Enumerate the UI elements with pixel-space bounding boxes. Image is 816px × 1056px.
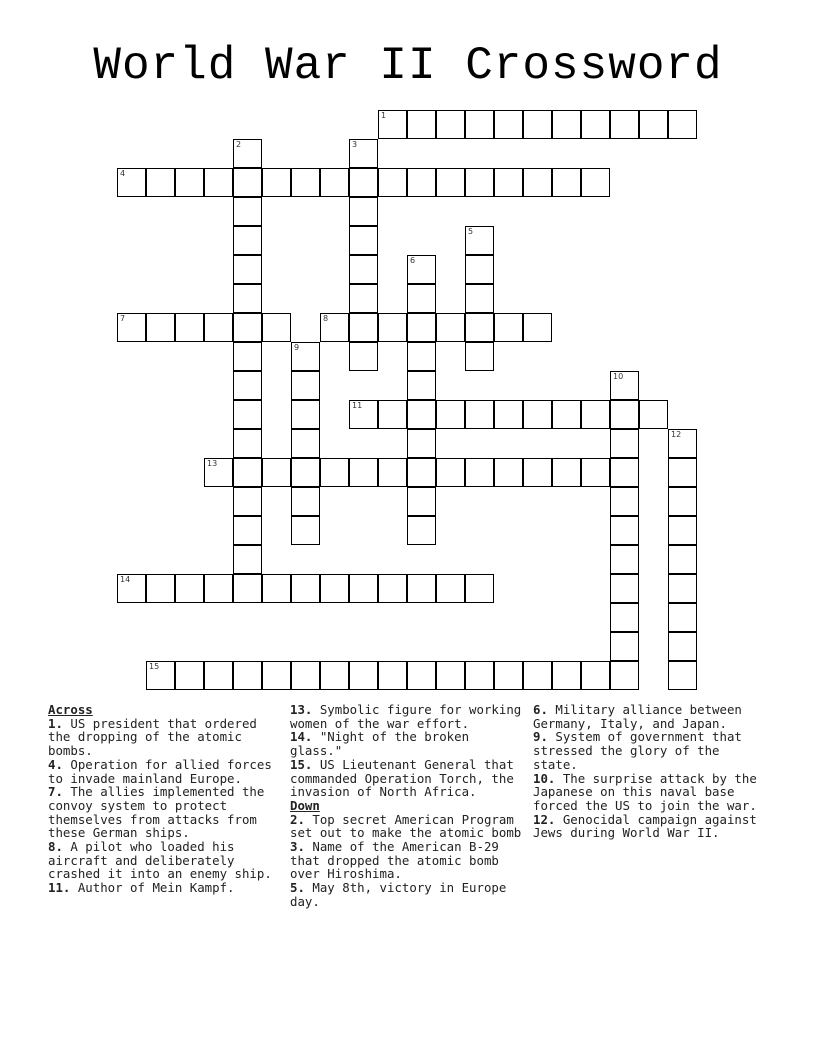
crossword-cell[interactable] [436, 313, 465, 342]
crossword-cell[interactable] [581, 458, 610, 487]
crossword-cell[interactable] [610, 429, 639, 458]
crossword-cell[interactable] [320, 574, 349, 603]
crossword-cell[interactable] [378, 313, 407, 342]
crossword-cell[interactable] [407, 110, 436, 139]
crossword-cell[interactable] [407, 284, 436, 313]
clue-number: 2 [236, 140, 242, 149]
crossword-cell[interactable] [349, 400, 378, 429]
crossword-cell[interactable] [436, 661, 465, 690]
crossword-cell[interactable] [378, 661, 407, 690]
down-heading: Down [290, 797, 320, 813]
crossword-cell[interactable] [117, 313, 146, 342]
crossword-cell[interactable] [610, 661, 639, 690]
crossword-cell[interactable] [262, 574, 291, 603]
crossword-cell[interactable] [349, 661, 378, 690]
crossword-cell[interactable] [378, 110, 407, 139]
clue-down-9: 9. System of government that stressed the glory of the state. [533, 729, 742, 772]
clues-column-1 [48, 703, 284, 895]
crossword-cell[interactable] [407, 168, 436, 197]
crossword-cell[interactable] [610, 458, 639, 487]
clue-number: 5 [468, 227, 474, 236]
crossword-cell[interactable] [291, 400, 320, 429]
crossword-cell[interactable] [407, 661, 436, 690]
crossword-cell[interactable] [349, 197, 378, 226]
crossword-cell[interactable] [349, 168, 378, 197]
crossword-cell[interactable] [233, 313, 262, 342]
crossword-cell[interactable] [233, 574, 262, 603]
crossword-cell[interactable] [407, 574, 436, 603]
crossword-cell[interactable] [233, 516, 262, 545]
crossword-cell[interactable] [639, 400, 668, 429]
crossword-cell[interactable] [552, 661, 581, 690]
crossword-cell[interactable] [262, 168, 291, 197]
crossword-cell[interactable] [465, 255, 494, 284]
crossword-cell[interactable] [494, 313, 523, 342]
crossword-cell[interactable] [436, 574, 465, 603]
crossword-cell[interactable] [233, 487, 262, 516]
crossword-cell[interactable] [378, 168, 407, 197]
crossword-cell[interactable] [291, 371, 320, 400]
crossword-cell[interactable] [581, 168, 610, 197]
crossword-cell[interactable] [233, 197, 262, 226]
crossword-cell[interactable] [349, 342, 378, 371]
crossword-cell[interactable] [378, 400, 407, 429]
clue-down-2: 2. Top secret American Program set out to make the atomic bomb [290, 811, 522, 841]
crossword-cell[interactable] [668, 545, 697, 574]
clue-number: 10 [613, 372, 624, 381]
clue-number: 12 [671, 430, 682, 439]
crossword-cell[interactable] [204, 168, 233, 197]
crossword-cell[interactable] [407, 487, 436, 516]
crossword-cell[interactable] [465, 168, 494, 197]
crossword-cell[interactable] [523, 168, 552, 197]
crossword-cell[interactable] [407, 400, 436, 429]
crossword-cell[interactable] [407, 342, 436, 371]
crossword-cell[interactable] [523, 661, 552, 690]
crossword-cell[interactable] [349, 574, 378, 603]
crossword-cell[interactable] [610, 516, 639, 545]
crossword-cell[interactable] [610, 574, 639, 603]
crossword-cell[interactable] [581, 110, 610, 139]
clue-number: 11 [352, 401, 363, 410]
crossword-cell[interactable] [233, 400, 262, 429]
crossword-cell[interactable] [349, 139, 378, 168]
crossword-cell[interactable] [407, 516, 436, 545]
crossword-cell[interactable] [668, 516, 697, 545]
crossword-cell[interactable] [146, 574, 175, 603]
crossword-cell[interactable] [610, 110, 639, 139]
crossword-cell[interactable] [291, 574, 320, 603]
clue-across-8: 8. A pilot who loaded his aircraft and deliberately crashed it into an enemy ship. [48, 839, 272, 882]
crossword-cell[interactable] [233, 226, 262, 255]
crossword-cell[interactable] [291, 458, 320, 487]
crossword-cell[interactable] [610, 603, 639, 632]
crossword-cell[interactable] [465, 400, 494, 429]
clue-across-15: 15. US Lieutenant General that commanded Operation Torch, the invasion of North Africa. [290, 756, 514, 800]
crossword-cell[interactable] [465, 284, 494, 313]
clue-number: 15 [149, 662, 160, 671]
crossword-cell[interactable] [494, 661, 523, 690]
crossword-cell[interactable] [523, 110, 552, 139]
crossword-cell[interactable] [668, 603, 697, 632]
crossword-cell[interactable] [233, 255, 262, 284]
page-title: World War II Crossword [93, 40, 723, 92]
crossword-cell[interactable] [320, 661, 349, 690]
clue-across-7: 7. The allies implemented the convoy system to protect themselves from attacks from these German ships. [48, 784, 265, 841]
clue-number: 13 [207, 459, 218, 468]
crossword-cell[interactable] [204, 574, 233, 603]
crossword-cell[interactable] [668, 574, 697, 603]
clue-down-10: 10. The surprise attack by the Japanese on this naval base forced the US to join the war. [533, 770, 757, 813]
crossword-cell[interactable] [465, 110, 494, 139]
crossword-cell[interactable] [668, 661, 697, 690]
crossword-cell[interactable] [291, 661, 320, 690]
crossword-cell[interactable] [523, 458, 552, 487]
crossword-cell[interactable] [552, 110, 581, 139]
crossword-cell[interactable] [378, 458, 407, 487]
clue-number: 7 [120, 314, 126, 323]
crossword-cell[interactable] [233, 371, 262, 400]
crossword-cell[interactable] [320, 168, 349, 197]
clue-down-6: 6. Military alliance between Germany, Italy, and Japan. [533, 702, 742, 731]
crossword-cell[interactable] [349, 284, 378, 313]
crossword-cell[interactable] [117, 168, 146, 197]
crossword-cell[interactable] [465, 226, 494, 255]
clue-across-14: 14. "Night of the broken glass." [290, 729, 470, 759]
crossword-cell[interactable] [146, 313, 175, 342]
clue-down-12: 12. Genocidal campaign against Jews during World War II. [533, 811, 757, 841]
crossword-cell[interactable] [233, 458, 262, 487]
crossword-cell[interactable] [436, 400, 465, 429]
crossword-cell[interactable] [291, 429, 320, 458]
crossword-cell[interactable] [465, 661, 494, 690]
clue-number: 1 [381, 111, 387, 120]
crossword-cell[interactable] [175, 168, 204, 197]
crossword-cell[interactable] [175, 313, 204, 342]
crossword-cell[interactable] [581, 400, 610, 429]
crossword-cell[interactable] [552, 168, 581, 197]
crossword-cell[interactable] [581, 661, 610, 690]
crossword-cell[interactable] [320, 458, 349, 487]
crossword-cell[interactable] [668, 487, 697, 516]
crossword-cell[interactable] [233, 139, 262, 168]
crossword-cell[interactable] [610, 400, 639, 429]
clue-down-3: 3. Name of the American B-29 that dropped the atomic bomb over Hiroshima. [290, 839, 499, 882]
crossword-cell[interactable] [146, 168, 175, 197]
clue-across-4: 4. Operation for allied forces to invade mainland Europe. [48, 756, 272, 786]
crossword-cell[interactable] [204, 661, 233, 690]
crossword-cell[interactable] [407, 429, 436, 458]
crossword-cell[interactable] [262, 458, 291, 487]
crossword-cell[interactable] [233, 429, 262, 458]
crossword-cell[interactable] [407, 255, 436, 284]
crossword-cell[interactable] [204, 313, 233, 342]
clue-down-5: 5. May 8th, victory in Europe day. [290, 880, 507, 909]
crossword-cell[interactable] [262, 661, 291, 690]
crossword-cell[interactable] [639, 110, 668, 139]
crossword-cell[interactable] [291, 342, 320, 371]
crossword-cell[interactable] [349, 458, 378, 487]
crossword-cell[interactable] [465, 342, 494, 371]
crossword-cell[interactable] [465, 458, 494, 487]
crossword-cell[interactable] [610, 632, 639, 661]
crossword-cell[interactable] [233, 545, 262, 574]
crossword-cell[interactable] [668, 429, 697, 458]
crossword-cell[interactable] [349, 313, 378, 342]
across-heading: Across [48, 702, 93, 717]
crossword-cell[interactable] [233, 284, 262, 313]
clue-number: 8 [323, 314, 329, 323]
crossword-cell[interactable] [291, 516, 320, 545]
crossword-cell[interactable] [523, 400, 552, 429]
crossword-cell[interactable] [146, 661, 175, 690]
crossword-cell[interactable] [610, 371, 639, 400]
crossword-cell[interactable] [378, 574, 407, 603]
crossword-cell[interactable] [610, 545, 639, 574]
crossword-cell[interactable] [175, 661, 204, 690]
crossword-cell[interactable] [668, 110, 697, 139]
crossword-cell[interactable] [436, 458, 465, 487]
crossword-cell[interactable] [349, 255, 378, 284]
clue-across-1: 1. US president that ordered the dropping of the atomic bombs. [48, 715, 257, 759]
clue-number: 3 [352, 140, 358, 149]
crossword-cell[interactable] [233, 342, 262, 371]
clue-number: 6 [410, 256, 416, 265]
crossword-cell[interactable] [320, 313, 349, 342]
crossword-cell[interactable] [552, 400, 581, 429]
crossword-cell[interactable] [407, 458, 436, 487]
crossword-cell[interactable] [204, 458, 233, 487]
crossword-cell[interactable] [494, 458, 523, 487]
crossword-cell[interactable] [291, 487, 320, 516]
crossword-cell[interactable] [668, 632, 697, 661]
crossword-cell[interactable] [349, 226, 378, 255]
crossword-cell[interactable] [610, 487, 639, 516]
clue-number: 14 [120, 575, 131, 584]
clue-number: 4 [120, 169, 126, 178]
crossword-cell[interactable] [117, 574, 146, 603]
crossword-cell[interactable] [523, 313, 552, 342]
crossword-cell[interactable] [494, 400, 523, 429]
crossword-cell[interactable] [494, 168, 523, 197]
crossword-cell[interactable] [262, 313, 291, 342]
crossword-cell[interactable] [407, 313, 436, 342]
clue-number: 9 [294, 343, 300, 352]
crossword-cell[interactable] [465, 574, 494, 603]
clues-column-2 [290, 703, 526, 909]
clues-column-3 [533, 703, 769, 840]
crossword-cell[interactable] [175, 574, 204, 603]
crossword-cell[interactable] [407, 371, 436, 400]
crossword-cell[interactable] [233, 168, 262, 197]
clue-across-11: 11. Author of Mein Kampf. [48, 880, 235, 896]
crossword-cell[interactable] [436, 168, 465, 197]
crossword-cell[interactable] [668, 458, 697, 487]
clue-across-13: 13. Symbolic figure for working women of the war effort. [290, 702, 522, 731]
crossword-cell[interactable] [465, 313, 494, 342]
crossword-cell[interactable] [494, 110, 523, 139]
crossword-cell[interactable] [291, 168, 320, 197]
crossword-cell[interactable] [233, 661, 262, 690]
crossword-cell[interactable] [552, 458, 581, 487]
crossword-cell[interactable] [436, 110, 465, 139]
